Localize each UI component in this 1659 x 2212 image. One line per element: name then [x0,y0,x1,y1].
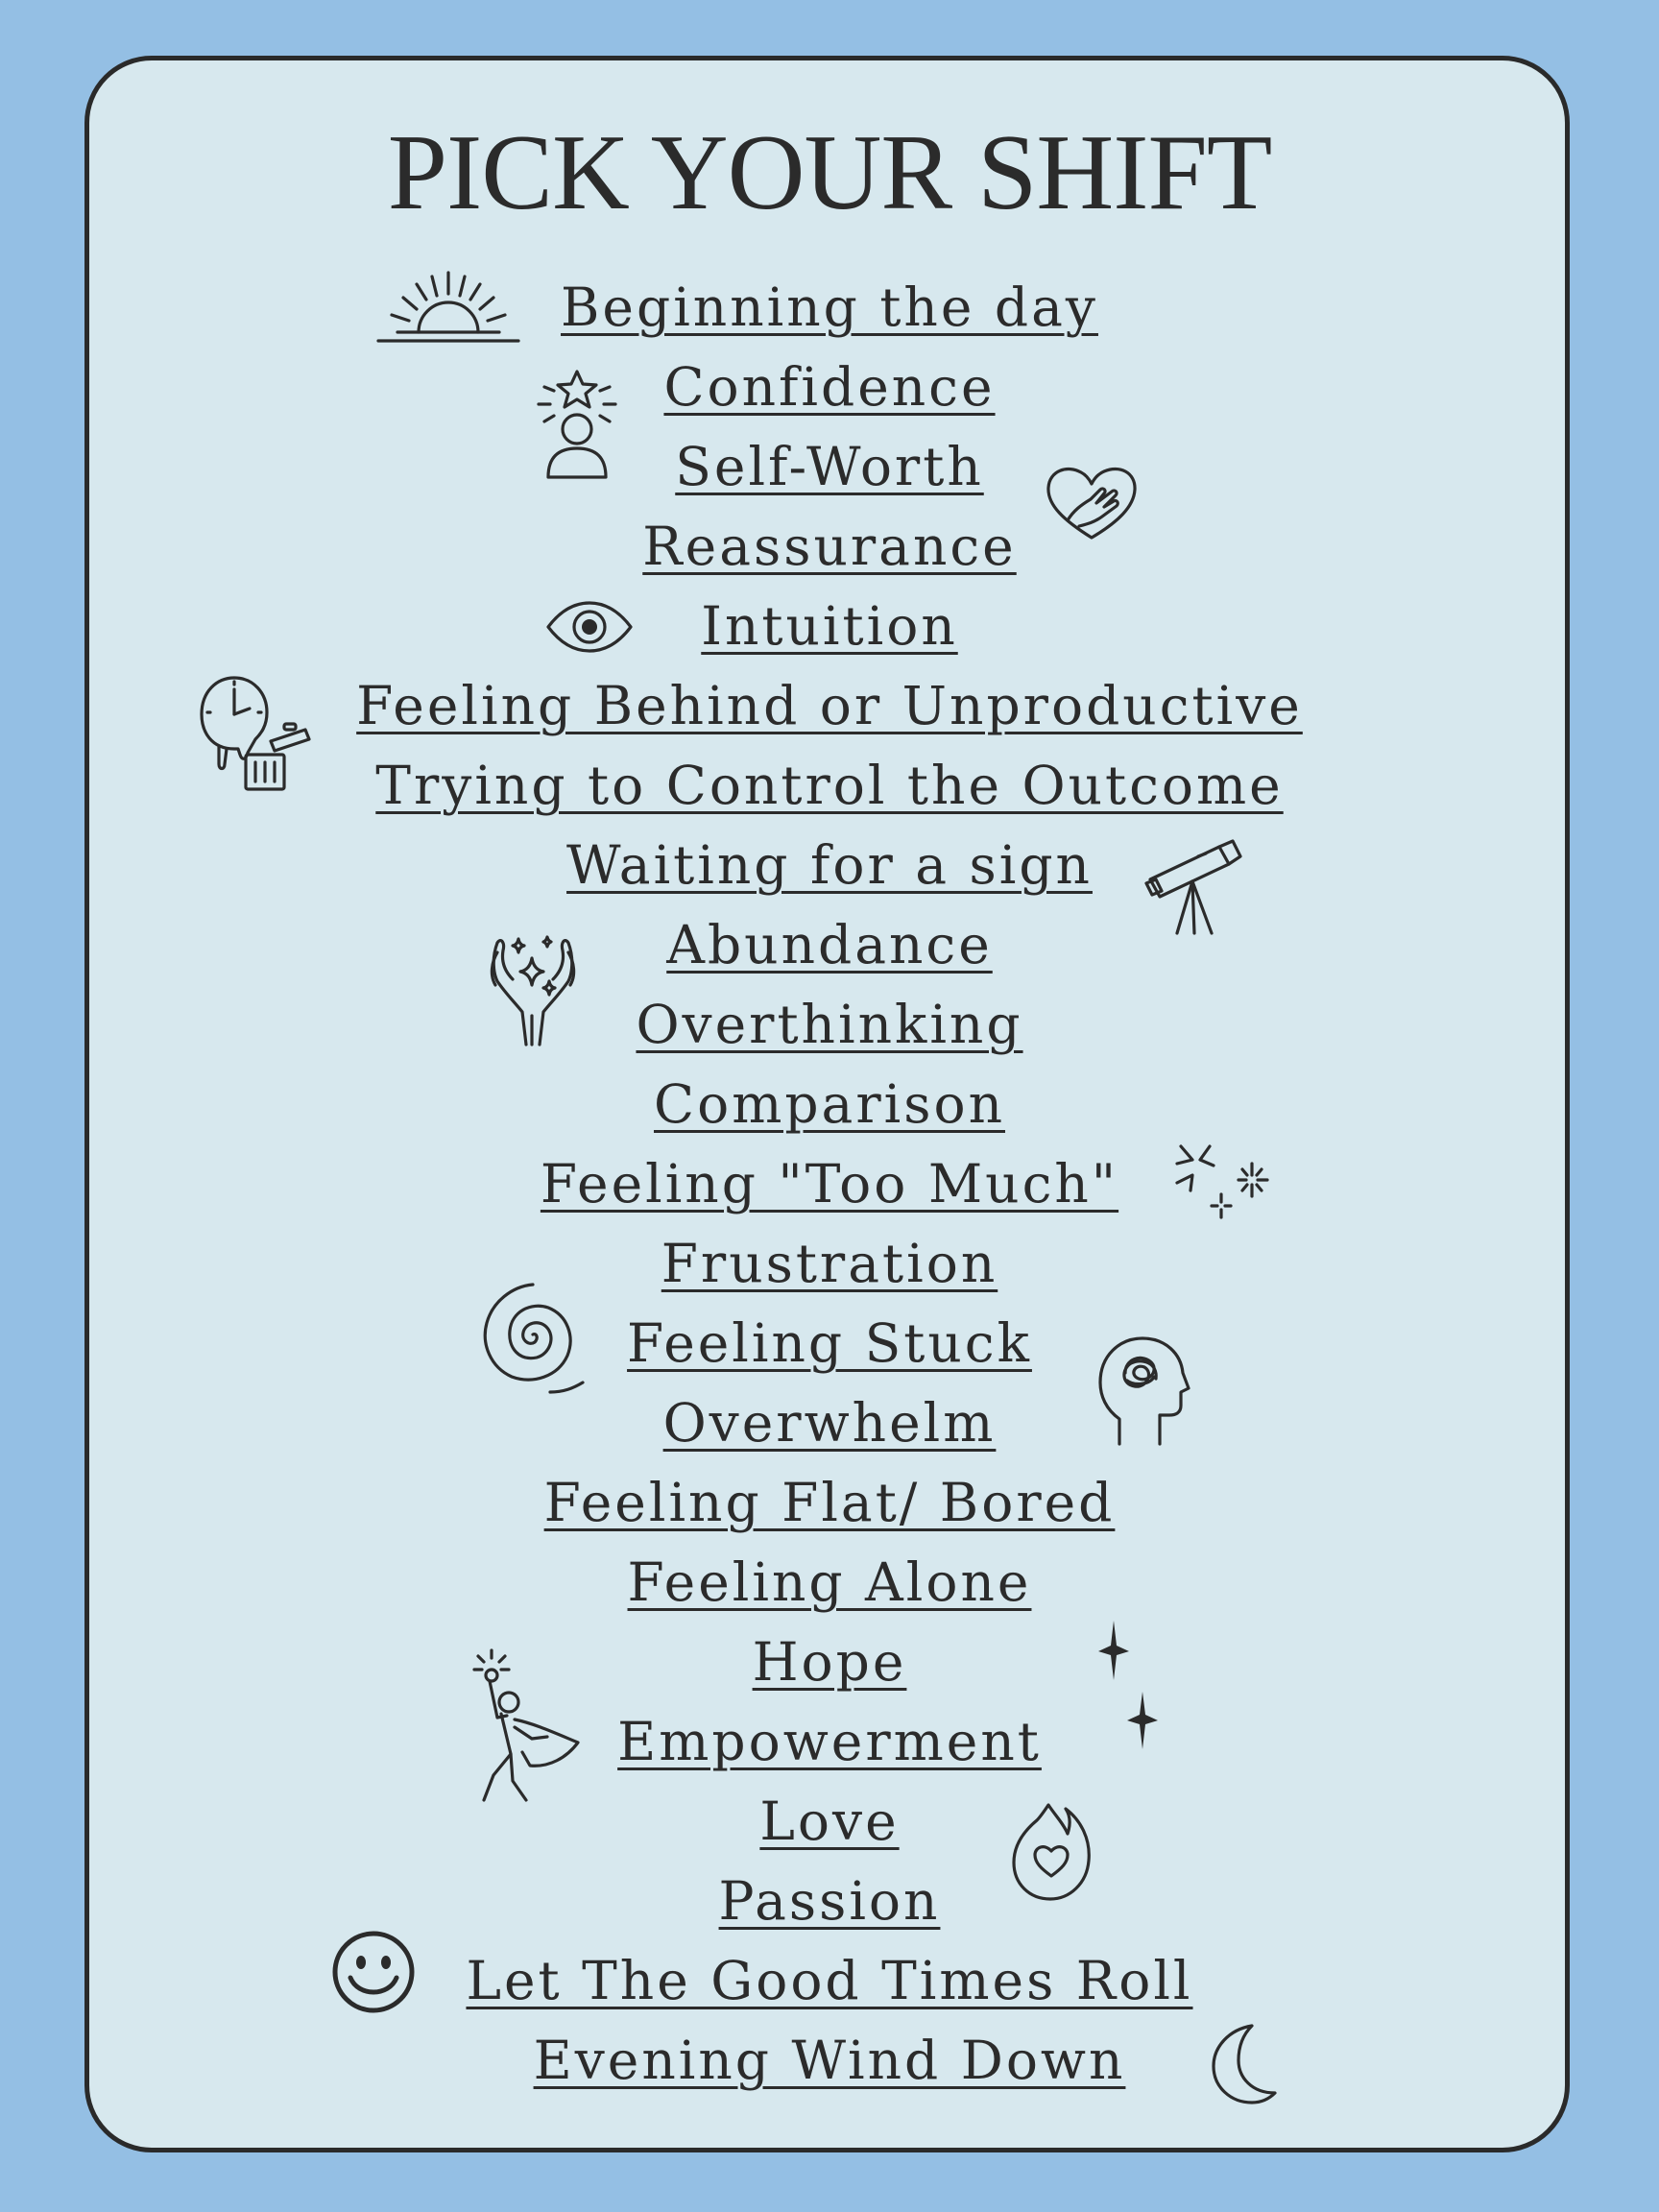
shift-link-reassurance[interactable]: Reassurance [642,516,1017,577]
shift-link-feeling-behind[interactable]: Feeling Behind or Unproductive [356,675,1303,736]
shift-link-waiting-for-sign[interactable]: Waiting for a sign [566,834,1093,896]
sparkle-hands-icon [484,929,582,1046]
list-item [0,832,1659,898]
list-item [0,2028,1659,2093]
sparkle-stars-icon [1087,1621,1164,1751]
list-item [0,1470,1659,1535]
shift-link-good-times[interactable]: Let The Good Times Roll [466,1950,1193,2011]
list-item [0,1390,1659,1455]
shift-link-overthinking[interactable]: Overthinking [636,994,1023,1055]
list-item [0,1550,1659,1615]
list-item [0,1709,1659,1774]
melting-clock-trash-icon [198,672,311,793]
shift-link-beginning-the-day[interactable]: Beginning the day [561,276,1098,338]
sunrise-icon [376,269,520,346]
list-item [0,1868,1659,1934]
list-item [0,275,1659,340]
list-item [0,1629,1659,1695]
tangled-mind-head-icon [1096,1334,1190,1448]
list-item [0,992,1659,1057]
shift-link-confidence[interactable]: Confidence [663,356,996,418]
shift-link-self-worth[interactable]: Self-Worth [675,436,984,497]
list-item [0,434,1659,499]
shift-link-feeling-stuck[interactable]: Feeling Stuck [627,1312,1032,1374]
shift-link-love[interactable]: Love [759,1791,900,1852]
shift-link-too-much[interactable]: Feeling "Too Much" [540,1153,1119,1214]
star-person-icon [531,368,623,481]
list-item [0,1310,1659,1376]
shift-link-flat-bored[interactable]: Feeling Flat/ Bored [543,1472,1116,1533]
spiral-icon [473,1277,592,1396]
list-item [0,1948,1659,2013]
list-item [0,1151,1659,1216]
list-item [0,354,1659,420]
superhero-icon [455,1647,584,1806]
crescent-moon-icon [1210,2022,1277,2106]
list-item [0,1231,1659,1296]
shift-link-comparison[interactable]: Comparison [654,1073,1005,1135]
shift-link-evening-wind-down[interactable]: Evening Wind Down [533,2030,1126,2091]
list-item [0,593,1659,659]
shift-link-frustration[interactable]: Frustration [661,1233,998,1294]
shift-link-abundance[interactable]: Abundance [666,914,993,975]
telescope-icon [1142,837,1242,937]
page-title: PICK YOUR SHIFT [387,113,1272,232]
list-item [0,912,1659,977]
shift-link-empowerment[interactable]: Empowerment [617,1711,1042,1772]
shift-link-hope[interactable]: Hope [752,1631,907,1693]
list-item [0,514,1659,579]
shift-link-overwhelm[interactable]: Overwhelm [662,1392,997,1454]
shift-link-intuition[interactable]: Intuition [701,595,958,657]
flame-heart-icon [1010,1801,1093,1903]
shift-link-control-outcome[interactable]: Trying to Control the Outcome [375,755,1284,816]
eye-icon [545,600,634,654]
shift-link-passion[interactable]: Passion [718,1870,941,1932]
annoyed-sparks-icon [1171,1142,1277,1219]
smiley-face-icon [331,1930,416,2014]
heart-hand-icon [1045,463,1139,541]
list-item [0,1789,1659,1854]
shift-link-feeling-alone[interactable]: Feeling Alone [627,1551,1032,1613]
list-item [0,1071,1659,1137]
